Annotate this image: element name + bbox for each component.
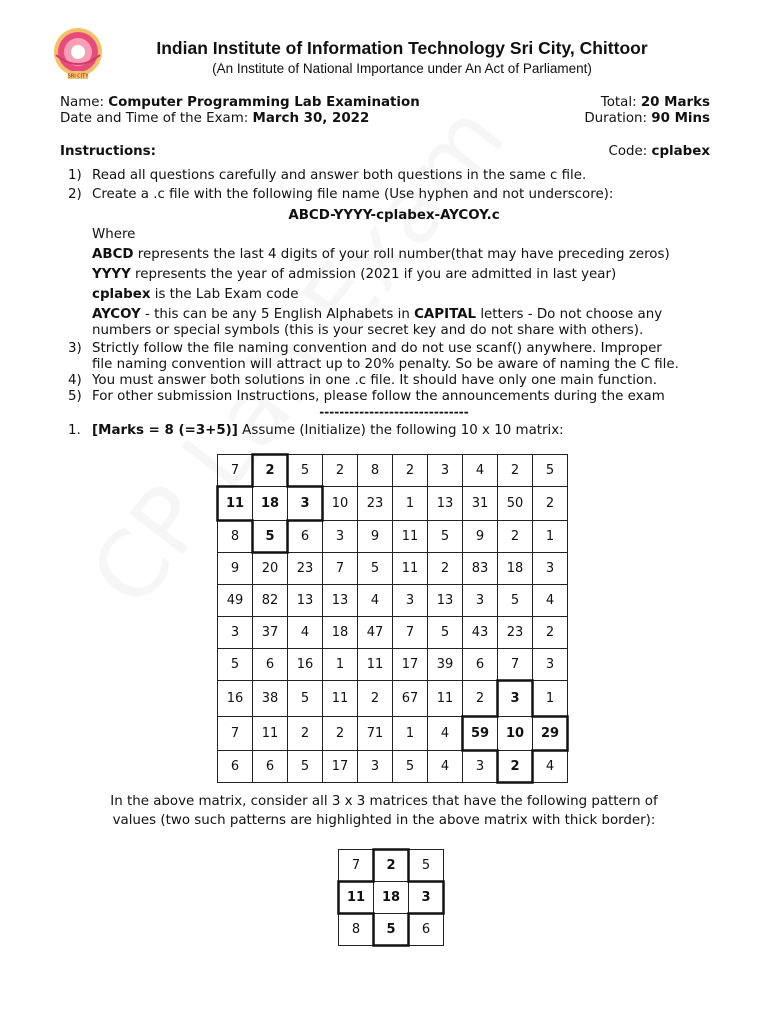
matrix-cell: 4 <box>428 751 463 783</box>
matrix-cell: 2 <box>393 455 428 487</box>
total-value: 20 Marks <box>640 95 710 110</box>
matrix-row <box>218 455 568 487</box>
matrix-cell: 13 <box>288 585 323 617</box>
matrix-cell: 38 <box>253 681 288 717</box>
matrix-cell: 5 <box>253 521 288 553</box>
pattern-text-1: In the above matrix, consider all 3 x 3 matrices that have the following pattern of <box>110 794 658 809</box>
matrix-cell: 11 <box>358 649 393 681</box>
matrix-cell: 2 <box>253 455 288 487</box>
matrix-row <box>218 681 568 717</box>
matrix-cell: 31 <box>463 487 498 521</box>
matrix-cell: 9 <box>218 553 253 585</box>
matrix-cell: 4 <box>463 455 498 487</box>
where-label: Where <box>92 227 136 242</box>
instr-num-2: 2) <box>68 187 82 202</box>
matrix-cell: 83 <box>463 553 498 585</box>
capital-word: CAPITAL <box>414 307 477 322</box>
duration-label: Duration: <box>584 111 648 126</box>
matrix-cell: 10 <box>323 487 358 521</box>
matrix-row <box>218 617 568 649</box>
matrix-cell: 2 <box>498 455 533 487</box>
matrix-row <box>218 717 568 751</box>
matrix-cell: 13 <box>428 487 463 521</box>
yyyy-term: YYYY <box>92 267 131 282</box>
instr-num-1: 1) <box>68 168 82 183</box>
total-row <box>601 94 710 111</box>
matrix-cell: 5 <box>288 681 323 717</box>
matrix-cell: 5 <box>218 649 253 681</box>
matrix-cell: 6 <box>409 914 444 946</box>
matrix-cell: 23 <box>498 617 533 649</box>
duration-value: 90 Mins <box>651 111 710 126</box>
matrix-cell: 23 <box>288 553 323 585</box>
matrix-cell: 2 <box>358 681 393 717</box>
matrix-cell: 3 <box>323 521 358 553</box>
pattern-matrix <box>338 849 444 946</box>
matrix-cell: 18 <box>374 882 409 914</box>
datetime-row <box>60 110 369 127</box>
abcd-desc: represents the last 4 digits of your roll number(that may have preceding zeros) <box>133 247 670 262</box>
matrix-cell: 2 <box>323 717 358 751</box>
matrix-cell: 5 <box>409 850 444 882</box>
matrix-cell: 4 <box>358 585 393 617</box>
matrix-cell: 59 <box>463 717 498 751</box>
matrix-cell: 2 <box>374 850 409 882</box>
matrix-cell: 16 <box>288 649 323 681</box>
matrix-cell: 20 <box>253 553 288 585</box>
matrix-cell: 2 <box>463 681 498 717</box>
matrix-cell: 5 <box>288 751 323 783</box>
matrix-cell: 2 <box>498 751 533 783</box>
matrix-cell: 6 <box>463 649 498 681</box>
matrix-cell: 2 <box>428 553 463 585</box>
exam-name: Computer Programming Lab Examination <box>108 95 420 110</box>
question-1-number: 1. <box>68 423 81 438</box>
institute-name: Indian Institute of Information Technology Sri City, Chittoor <box>156 38 648 58</box>
matrix-cell: 6 <box>253 751 288 783</box>
matrix-cell: 82 <box>253 585 288 617</box>
instr-num-3: 3) <box>68 341 82 356</box>
matrix-cell: 5 <box>358 553 393 585</box>
matrix-cell: 7 <box>393 617 428 649</box>
instr-text-4: You must answer both solutions in one .c file. It should have only one main function. <box>92 373 657 388</box>
matrix-cell: 3 <box>409 882 444 914</box>
datetime-label: Date and Time of the Exam: <box>60 111 249 126</box>
matrix-cell: 9 <box>358 521 393 553</box>
matrix-cell: 50 <box>498 487 533 521</box>
matrix-cell: 7 <box>498 649 533 681</box>
matrix-cell: 2 <box>533 487 568 521</box>
matrix-cell: 5 <box>428 521 463 553</box>
matrix-row <box>218 649 568 681</box>
matrix-cell: 17 <box>323 751 358 783</box>
code-label: Code: <box>608 144 648 159</box>
instructions-heading: Instructions: <box>60 144 157 159</box>
matrix-cell: 18 <box>253 487 288 521</box>
aycoy-desc-a: - this can be any 5 English Alphabets in <box>140 307 415 322</box>
matrix-cell: 7 <box>339 850 374 882</box>
matrix-cell: 13 <box>428 585 463 617</box>
matrix-cell: 8 <box>339 914 374 946</box>
matrix-cell: 39 <box>428 649 463 681</box>
matrix-cell: 7 <box>323 553 358 585</box>
matrix-row <box>218 521 568 553</box>
matrix-cell: 4 <box>533 751 568 783</box>
matrix-cell: 3 <box>358 751 393 783</box>
matrix-cell: 2 <box>323 455 358 487</box>
matrix-cell: 7 <box>218 717 253 751</box>
matrix-row <box>218 487 568 521</box>
datetime-value: March 30, 2022 <box>252 111 370 126</box>
matrix-cell: 4 <box>428 717 463 751</box>
matrix-cell: 11 <box>323 681 358 717</box>
name-label: Name: <box>60 95 105 110</box>
matrix-cell: 71 <box>358 717 393 751</box>
filename-format: ABCD-YYYY-cplabex-AYCOY.c <box>288 208 500 223</box>
instr-text-5: For other submission Instructions, please follow the announcements during the exam <box>92 389 665 404</box>
matrix-cell: 7 <box>218 455 253 487</box>
matrix-cell: 43 <box>463 617 498 649</box>
matrix-cell: 5 <box>288 455 323 487</box>
matrix-cell: 10 <box>498 717 533 751</box>
matrix-row <box>339 914 444 946</box>
matrix-cell: 11 <box>393 521 428 553</box>
matrix-cell: 16 <box>218 681 253 717</box>
duration-row <box>584 110 710 127</box>
matrix-cell: 1 <box>393 717 428 751</box>
matrix-cell: 6 <box>253 649 288 681</box>
matrix-cell: 13 <box>323 585 358 617</box>
matrix-cell: 11 <box>339 882 374 914</box>
matrix-cell: 6 <box>288 521 323 553</box>
matrix-cell: 2 <box>498 521 533 553</box>
matrix-cell: 37 <box>253 617 288 649</box>
matrix-cell: 5 <box>533 455 568 487</box>
question-1-text: Assume (Initialize) the following 10 x 10 matrix: <box>237 423 564 438</box>
matrix-cell: 3 <box>463 751 498 783</box>
matrix-cell: 47 <box>358 617 393 649</box>
question-1-prompt <box>92 422 564 439</box>
institute-subtitle: (An Institute of National Importance under An Act of Parliament) <box>212 61 592 76</box>
yyyy-definition <box>92 266 616 283</box>
aycoy-term: AYCOY <box>92 307 141 322</box>
cplabex-definition <box>92 286 299 303</box>
matrix-cell: 3 <box>218 617 253 649</box>
matrix-cell: 18 <box>323 617 358 649</box>
matrix-cell: 17 <box>393 649 428 681</box>
matrix-cell: 1 <box>533 681 568 717</box>
matrix-cell: 8 <box>358 455 393 487</box>
matrix-cell: 3 <box>533 553 568 585</box>
question-1-marks: [Marks = 8 (=3+5)] <box>92 423 238 438</box>
instr-text-1: Read all questions carefully and answer both questions in the same c file. <box>92 168 587 183</box>
cplabex-term: cplabex <box>92 287 151 302</box>
instr-text-2: Create a .c file with the following file name (Use hyphen and not underscore): <box>92 187 614 202</box>
matrix-cell: 1 <box>533 521 568 553</box>
matrix-cell: 23 <box>358 487 393 521</box>
pattern-text-2: values (two such patterns are highlighted in the above matrix with thick border): <box>112 813 656 828</box>
code-row <box>608 143 710 160</box>
aycoy-desc-b: letters - Do not choose any <box>476 307 663 322</box>
matrix-row <box>339 850 444 882</box>
exam-name-row <box>60 94 420 111</box>
matrix-row <box>218 553 568 585</box>
logo-text: SRI CITY <box>67 73 89 80</box>
matrix-cell: 3 <box>428 455 463 487</box>
matrix-cell: 5 <box>498 585 533 617</box>
matrix-cell: 11 <box>428 681 463 717</box>
total-label: Total: <box>600 95 637 110</box>
matrix-cell: 1 <box>323 649 358 681</box>
matrix-cell: 5 <box>428 617 463 649</box>
matrix-cell: 3 <box>288 487 323 521</box>
abcd-term: ABCD <box>92 247 134 262</box>
matrix-cell: 4 <box>288 617 323 649</box>
matrix-cell: 2 <box>533 617 568 649</box>
yyyy-desc: represents the year of admission (2021 if you are admitted in last year) <box>130 267 617 282</box>
main-matrix <box>217 454 568 783</box>
instr-text-3a: Strictly follow the file naming convention and do not use scanf() anywhere. Improper <box>92 341 662 356</box>
matrix-cell: 5 <box>374 914 409 946</box>
matrix-row <box>218 751 568 783</box>
instr-num-5: 5) <box>68 389 82 404</box>
separator: ------------------------------ <box>319 405 469 419</box>
matrix-cell: 3 <box>533 649 568 681</box>
matrix-cell: 3 <box>393 585 428 617</box>
instr-num-4: 4) <box>68 373 82 388</box>
matrix-cell: 2 <box>288 717 323 751</box>
matrix-row <box>339 882 444 914</box>
matrix-cell: 8 <box>218 521 253 553</box>
cplabex-desc: is the Lab Exam code <box>150 287 299 302</box>
aycoy-definition <box>92 306 662 323</box>
matrix-cell: 4 <box>533 585 568 617</box>
aycoy-desc-c: numbers or special symbols (this is your secret key and do not share with others). <box>92 323 644 338</box>
instr-text-3b: file naming convention will attract up to 20% penalty. So be aware of naming the C file. <box>92 357 679 372</box>
matrix-cell: 49 <box>218 585 253 617</box>
matrix-cell: 1 <box>393 487 428 521</box>
matrix-cell: 6 <box>218 751 253 783</box>
matrix-cell: 18 <box>498 553 533 585</box>
matrix-cell: 3 <box>498 681 533 717</box>
matrix-cell: 11 <box>393 553 428 585</box>
matrix-cell: 67 <box>393 681 428 717</box>
matrix-cell: 3 <box>463 585 498 617</box>
abcd-definition <box>92 246 670 263</box>
matrix-cell: 29 <box>533 717 568 751</box>
matrix-cell: 11 <box>218 487 253 521</box>
matrix-cell: 11 <box>253 717 288 751</box>
matrix-cell: 9 <box>463 521 498 553</box>
matrix-row <box>218 585 568 617</box>
code-value: cplabex <box>651 144 710 159</box>
matrix-cell: 5 <box>393 751 428 783</box>
